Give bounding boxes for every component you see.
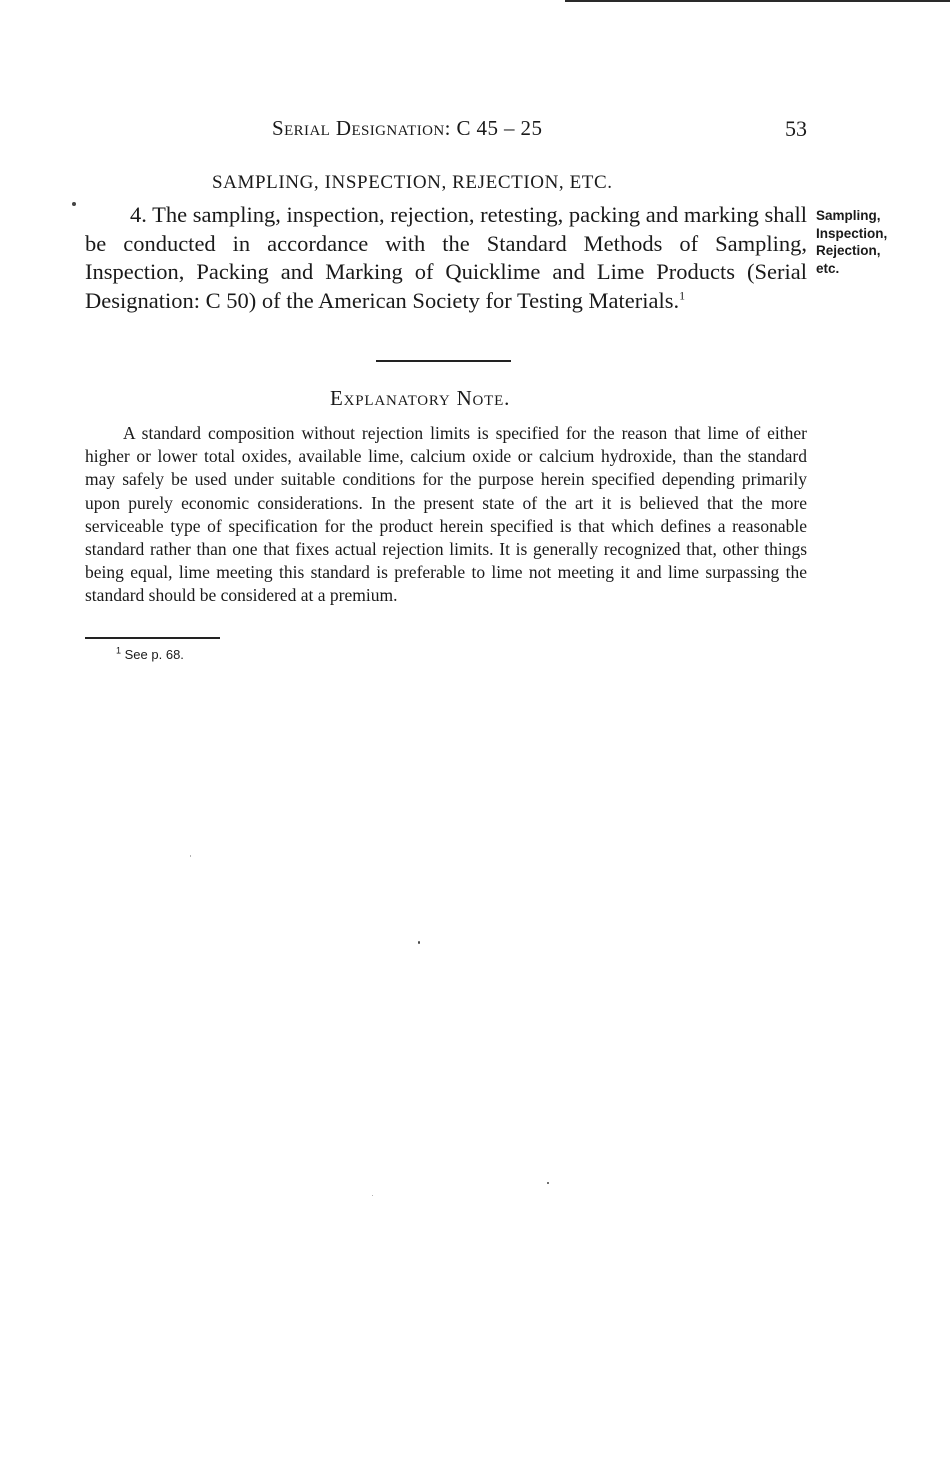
explanatory-note-text: A standard composition without rejection limits is specified for the reason that lime of either higher or lower total oxides, available lime, calcium oxide or calcium hydroxide, than the standard may safely be used under suitable conditions for the purpose herein specified depending primarily upon purely economic considerations. In the present state of the art it is believed that the more serviceable type of specification for the product herein specified is that which defines a reasonable standard rather than one that fixes actual rejection limits. It is generally recognized that, other things being equal, lime meeting this standard is preferable to lime not meeting it and lime surpassing the standard should be considered at a premium.	[85, 423, 807, 606]
sidenote-line: Rejection,	[816, 243, 881, 258]
print-speck	[372, 1195, 373, 1196]
top-edge-rule	[565, 0, 950, 2]
print-speck	[418, 941, 420, 944]
print-speck	[547, 1182, 549, 1184]
running-head: Serial Designation: C 45 – 25	[272, 116, 543, 140]
explanatory-note-body	[85, 422, 807, 608]
print-speck	[190, 855, 191, 857]
footnote-text: See p. 68.	[124, 647, 184, 662]
footnote	[116, 647, 184, 662]
main-paragraph-text: 4. The sampling, inspection, rejection, retesting, packing and marking shall be conducted in accordance with the Standard Methods of Sampling, Inspection, Packing and Marking of Quicklime and Lime Products (Serial Designation: C 50) of the American Society for Testing Materials.	[85, 202, 807, 313]
page-number: 53	[785, 116, 807, 141]
section-title: SAMPLING, INSPECTION, REJECTION, ETC.	[212, 172, 613, 193]
footnote-rule	[85, 637, 220, 639]
footnote-reference: 1	[679, 288, 686, 302]
sidenote-line: Sampling,	[816, 208, 881, 223]
sidenote-line: etc.	[816, 260, 840, 276]
footnote-mark: 1	[116, 645, 122, 656]
explanatory-note-title: Explanatory Note.	[330, 386, 511, 410]
sidenote-line: Inspection,	[816, 225, 888, 241]
section-divider	[376, 360, 511, 362]
main-paragraph	[85, 201, 807, 315]
print-speck	[72, 202, 76, 206]
margin-sidenote	[816, 207, 887, 277]
